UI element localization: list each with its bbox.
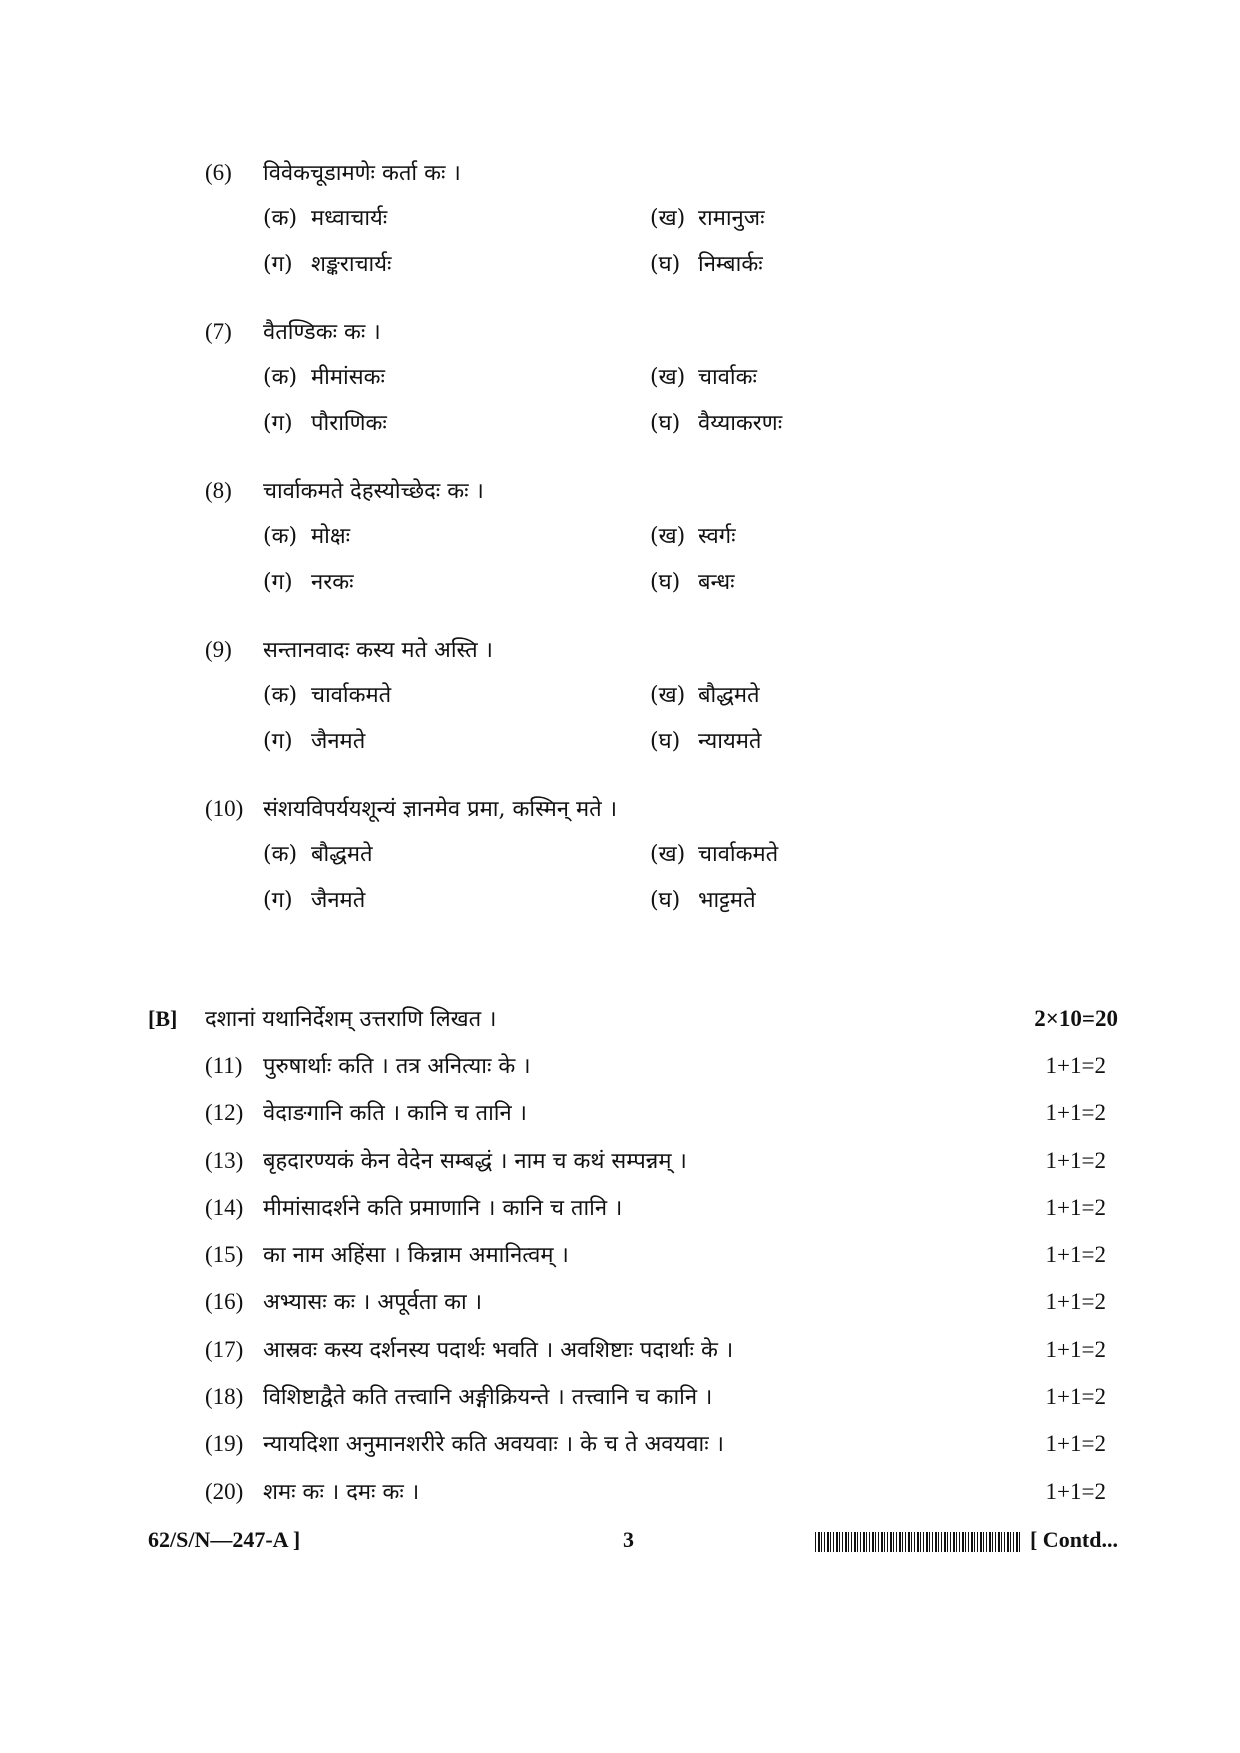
page-number: 3 (623, 1527, 634, 1552)
option-ga: (ग) नरकः (263, 570, 354, 595)
question-number: (7) (205, 319, 232, 344)
option-gha: (घ) बन्धः (650, 570, 735, 595)
short-question: (17) आस्रवः कस्य दर्शनस्य पदार्थः भवति । अवशिष्टाः पदार्थाः के । 1+1=2 (148, 1326, 1118, 1373)
short-question: (18) विशिष्टाद्वैते कति तत्त्वानि अङ्गीक्रियन्ते । तत्त्वानि च कानि । 1+1=2 (148, 1373, 1118, 1420)
question-marks: 1+1=2 (1045, 1147, 1106, 1173)
question-text: विवेकचूडामणेः कर्ता कः । (263, 161, 461, 186)
option-kha: (ख) बौद्धमते (650, 683, 760, 708)
mcq-question-9 (205, 627, 1105, 765)
continued-label: [ Contd... (1029, 1527, 1118, 1552)
question-marks: 1+1=2 (1045, 1431, 1106, 1457)
question-marks: 1+1=2 (1045, 1100, 1106, 1126)
question-marks: 1+1=2 (1045, 1242, 1106, 1268)
section-total-marks: 2×10=20 (1034, 1006, 1118, 1031)
question-text: सन्तानवादः कस्य मते अस्ति । (263, 638, 493, 663)
option-kha: (ख) स्वर्गः (650, 524, 736, 549)
mcq-question-6 (205, 150, 1105, 288)
short-question: (12) वेदाङगानि कति । कानि च तानि । 1+1=2 (148, 1089, 1118, 1136)
option-gha: (घ) निम्बार्कः (650, 252, 763, 277)
option-ga: (ग) पौराणिकः (263, 411, 387, 436)
page-footer (148, 1523, 1118, 1557)
short-question: (13) बृहदारण्यकं केन वेदेन सम्बद्धं । नाम च कथं सम्पन्नम् । 1+1=2 (148, 1137, 1118, 1184)
section-b-heading (148, 996, 1118, 1042)
option-gha: (घ) न्यायमते (650, 729, 762, 754)
section-tag: [B] (148, 1006, 178, 1031)
question-marks: 1+1=2 (1045, 1289, 1106, 1315)
question-text: वैतण्डिकः कः । (263, 320, 381, 345)
mcq-question-7 (205, 309, 1105, 447)
option-ga: (ग) जैनमते (263, 888, 366, 913)
question-marks: 1+1=2 (1045, 1053, 1106, 1078)
option-ka: (क) मीमांसकः (263, 365, 385, 390)
paper-code: 62/S/N—247-A ] (148, 1527, 301, 1552)
question-marks: 1+1=2 (1045, 1194, 1106, 1220)
question-text: चार्वाकमते देहस्योच्छेदः कः । (263, 479, 484, 504)
option-kha: (ख) चार्वाकमते (650, 842, 779, 867)
option-kha: (ख) रामानुजः (650, 206, 765, 231)
option-ga: (ग) शङ्कराचार्यः (263, 252, 392, 277)
question-text: संशयविपर्ययशून्यं ज्ञानमेव प्रमा, कस्मिन् मते । (263, 797, 618, 822)
question-number: (9) (205, 637, 232, 662)
short-question: (14) मीमांसादर्शने कति प्रमाणानि । कानि च तानि । 1+1=2 (148, 1184, 1118, 1231)
mcq-question-8 (205, 468, 1105, 606)
question-number: (8) (205, 478, 232, 503)
section-b (148, 996, 1118, 1515)
short-question: (19) न्यायदिशा अनुमानशरीरे कति अवयवाः । के च ते अवयवाः । 1+1=2 (148, 1420, 1118, 1467)
short-question: (15) का नाम अहिंसा । किन्नाम अमानित्वम् । 1+1=2 (148, 1231, 1118, 1278)
section-instruction: दशानां यथानिर्देशम् उत्तराणि लिखत । (205, 1007, 497, 1032)
barcode-icon (815, 1532, 1020, 1552)
question-marks: 1+1=2 (1045, 1478, 1106, 1504)
option-ka: (क) बौद्धमते (263, 842, 373, 867)
option-ga: (ग) जैनमते (263, 729, 366, 754)
question-number: (6) (205, 160, 232, 185)
option-ka: (क) मध्वाचार्यः (263, 206, 388, 231)
mcq-question-10 (205, 786, 1105, 924)
short-question: (20) शमः कः । दमः कः । 1+1=2 (148, 1468, 1118, 1515)
short-question: (11) पुरुषार्थाः कति । तत्र अनित्याः के । 1+1=2 (148, 1042, 1118, 1089)
question-marks: 1+1=2 (1045, 1336, 1106, 1362)
question-number: (10) (205, 796, 244, 821)
option-kha: (ख) चार्वाकः (650, 365, 757, 390)
option-gha: (घ) वैय्याकरणः (650, 411, 783, 436)
short-question: (16) अभ्यासः कः । अपूर्वता का । 1+1=2 (148, 1278, 1118, 1325)
option-gha: (घ) भाट्टमते (650, 888, 756, 913)
option-ka: (क) चार्वाकमते (263, 683, 392, 708)
question-marks: 1+1=2 (1045, 1384, 1106, 1410)
option-ka: (क) मोक्षः (263, 524, 351, 549)
